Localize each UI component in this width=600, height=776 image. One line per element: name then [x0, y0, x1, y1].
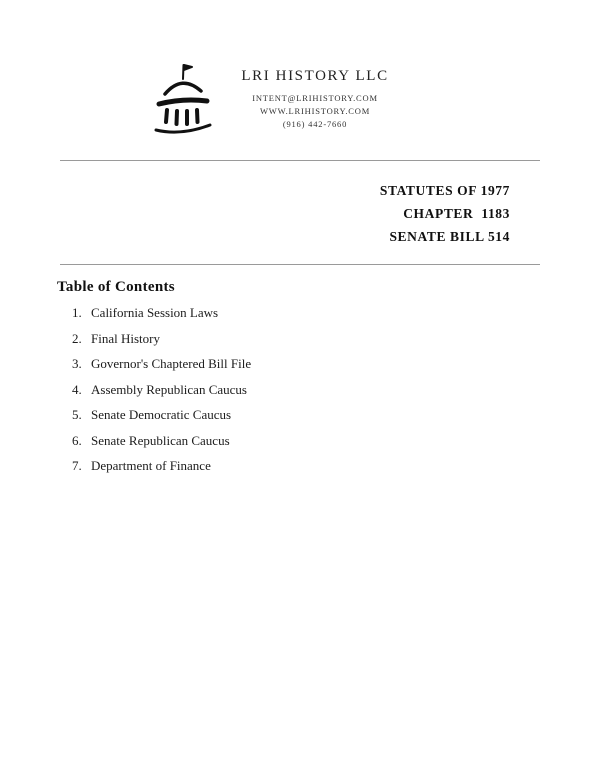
- toc-item: 4. Assembly Republican Caucus: [85, 383, 600, 396]
- statutes-year-line: STATUTES OF 1977: [379, 183, 510, 198]
- company-name: LRI HISTORY LLC: [241, 67, 389, 84]
- toc-item: 6. Senate Republican Caucus: [85, 434, 600, 447]
- email-text: INTENT@LRIHISTORY.COM: [252, 92, 378, 103]
- website-text: WWW.LRIHISTORY.COM: [259, 105, 371, 116]
- table-of-contents: [0, 265, 600, 472]
- toc-item: 2. Final History: [85, 332, 600, 345]
- toc-item: 1. California Session Laws: [85, 306, 600, 319]
- statute-reference: [0, 161, 600, 248]
- contact-block: [241, 68, 388, 131]
- toc-list: [57, 306, 600, 472]
- toc-item: 3. Governor's Chaptered Bill File: [85, 357, 600, 370]
- senate-bill-line: SENATE BILL 514: [389, 229, 510, 244]
- toc-item: 5. Senate Democratic Caucus: [85, 408, 600, 421]
- phone-text: (916) 442-7660: [282, 118, 348, 129]
- toc-title: Table of Contents: [57, 279, 175, 295]
- capitol-sketch-icon: [151, 62, 215, 136]
- letterhead: [0, 0, 540, 136]
- toc-item: 7. Department of Finance: [85, 459, 600, 472]
- chapter-line: CHAPTER 1183: [403, 206, 510, 221]
